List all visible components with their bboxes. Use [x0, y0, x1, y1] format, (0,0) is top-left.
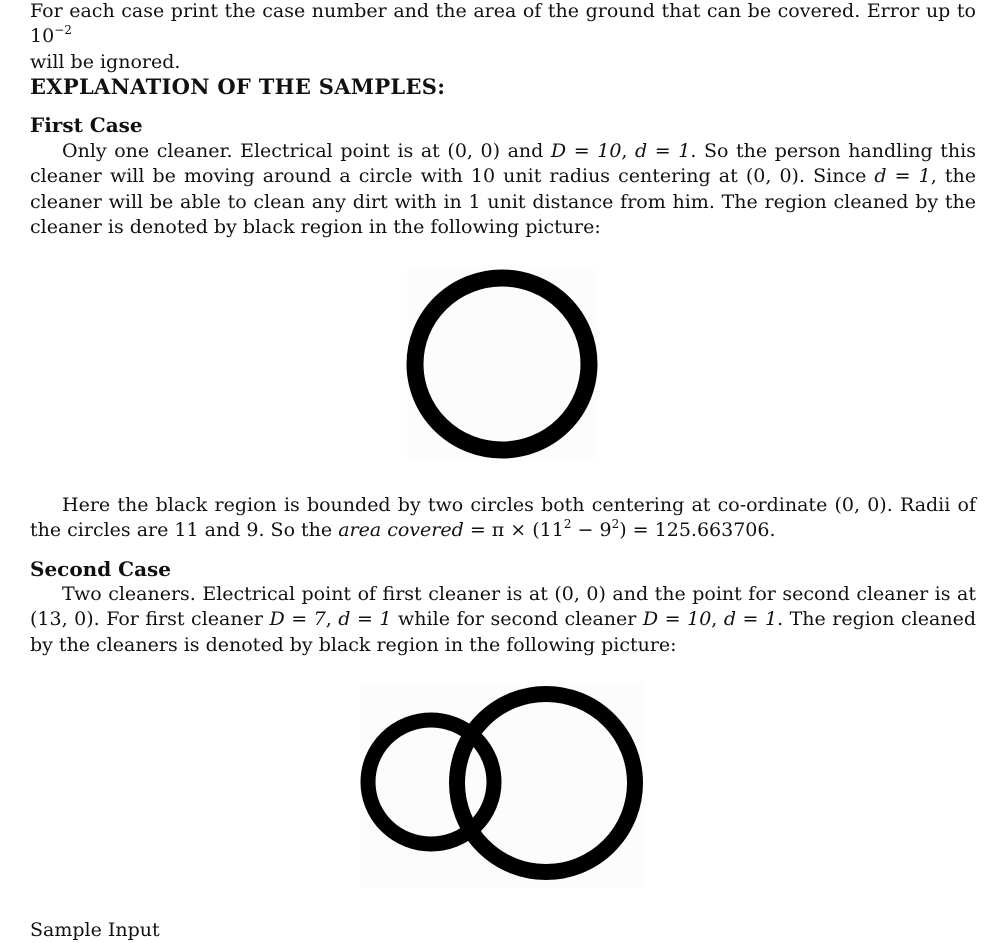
math-coord: (0, 0) [447, 140, 501, 162]
output-text: For each case print the case number and the area of the ground that can be covered. Error up to 10 [30, 0, 976, 48]
second-case-paragraph: Two cleaners. Electrical point of first cleaner is at (0, 0) and the point for second cleaner is at (13, 0). For first cleaner D = 7, d = 1 while for second cleaner D = 10, d = 1. The region cleaned by the cleaners is denoted by black region in the following picture: [30, 583, 976, 656]
double-ring-figure [360, 684, 644, 887]
first-case-heading: First Case [30, 113, 143, 137]
math-equation: d = 1 [635, 140, 691, 162]
ring-drawing [407, 270, 597, 458]
cut-off-text: Sample Input [30, 919, 160, 941]
area-label: area covered [338, 519, 464, 542]
rings-drawing [360, 684, 644, 887]
cleaned-ring [415, 278, 589, 450]
math-coord: (0, 0) [834, 494, 887, 516]
math-equation: D = 10 [642, 608, 712, 631]
second-case-heading: Second Case [30, 557, 172, 581]
math-equation: d = 1 [723, 608, 778, 631]
explanation-heading: EXPLANATION OF THE SAMPLES: [30, 74, 446, 99]
output-spec-paragraph [30, 0, 976, 75]
first-case-area-paragraph: Here the black region is bounded by two circles both centering at co-ordinate (0, 0). Radii of the circles are 11 and 9. So the area covered = $\pi \times (11^2 - 9^2) = 125.663706$. [30, 494, 976, 542]
output-text-tail: will be ignored. [30, 50, 181, 73]
math-equation: D = 10 [550, 140, 622, 162]
first-case-paragraph: Only one cleaner. Electrical point is at (0, 0) and D = 10, d = 1. So the person handling this cleaner will be moving around a circle with 10 unit radius centering at (0, 0). Since d = 1, the cleaner will be able to clean any dirt with in 1 unit distance from him. The region cleaned by the cleaner is denoted by black region in the following picture: [30, 140, 977, 238]
math-coord: (0, 0) [745, 165, 799, 188]
math-equation: D = 7 [269, 608, 326, 631]
single-ring-figure [407, 270, 597, 458]
error-exponent: −2 [54, 23, 72, 38]
math-equation: d = 1 [874, 165, 931, 188]
math-coord: (13, 0) [30, 608, 94, 631]
math-equation: d = 1 [338, 608, 392, 631]
cleaned-ring-large [457, 694, 635, 872]
math-coord: (0, 0) [554, 583, 606, 605]
